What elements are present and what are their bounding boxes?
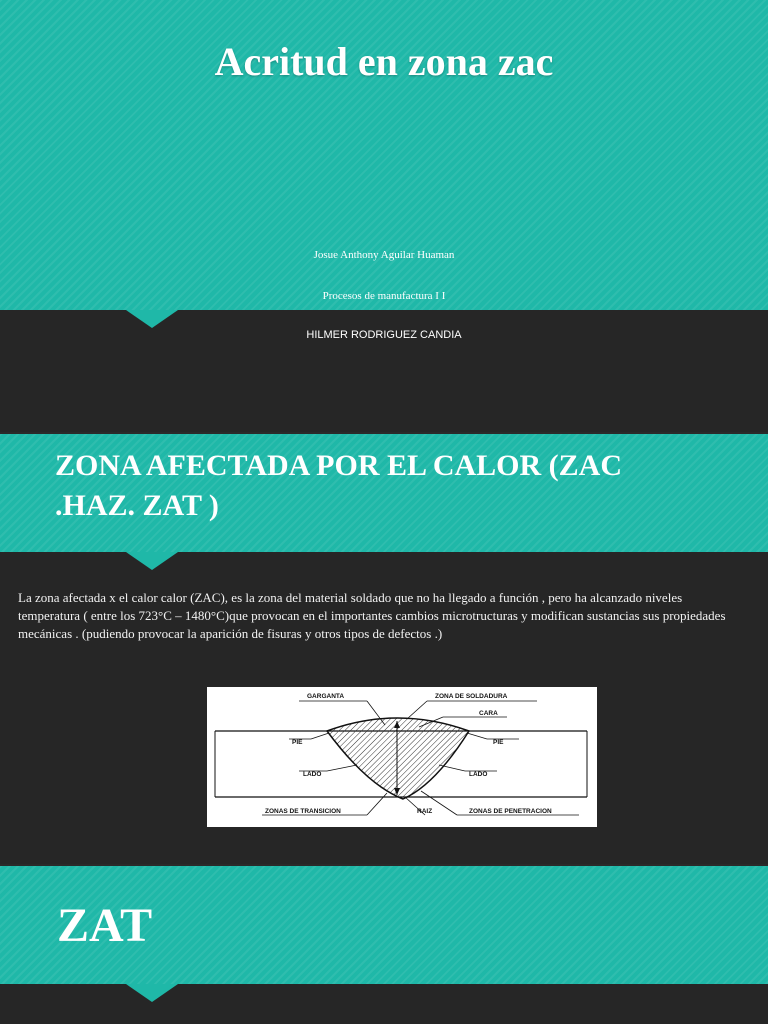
course-name: Procesos de manufactura I I: [322, 290, 446, 302]
label-lado-left: LADO: [303, 771, 322, 778]
slide-notch: [126, 310, 178, 328]
label-pie-right: PIE: [493, 739, 504, 746]
slide2-paragraph: La zona afectada x el calor calor (ZAC), es la zona del material soldado que no ha llegado a función , pero ha alcanzado niveles temperatura ( entre los 723°C – 1480°C)que provocan en el importantes cambios microtructuras y modifican sustancias sus propiedades mecánicas . (pudiendo provocar la aparición de fisuras y otros tipos de defectos .): [18, 590, 726, 641]
slide3-title: ZAT: [57, 899, 153, 952]
slide3-body: [0, 984, 768, 1024]
label-pie-left: PIE: [292, 739, 303, 746]
label-zonas-penetracion: ZONAS DE PENETRACION: [469, 808, 552, 815]
label-zonas-transicion: ZONAS DE TRANSICION: [265, 808, 341, 815]
slide2-title: ZONA AFECTADA POR EL CALOR (ZAC .HAZ. ZAT ): [55, 449, 623, 522]
presentation-title: Acritud en zona zac: [214, 39, 554, 84]
slide-notch: [126, 552, 178, 570]
author-name: Josue Anthony Aguilar Huaman: [313, 249, 455, 261]
label-garganta: GARGANTA: [307, 693, 345, 700]
label-raiz: RAIZ: [417, 808, 433, 815]
slide-notch: [126, 984, 178, 1002]
teacher-name: HILMER RODRIGUEZ CANDIA: [306, 329, 462, 341]
label-zona-soldadura: ZONA DE SOLDADURA: [435, 693, 508, 700]
label-cara: CARA: [479, 710, 498, 717]
weld-diagram: [207, 687, 597, 827]
weld-bead: [327, 718, 469, 799]
label-lado-right: LADO: [469, 771, 488, 778]
